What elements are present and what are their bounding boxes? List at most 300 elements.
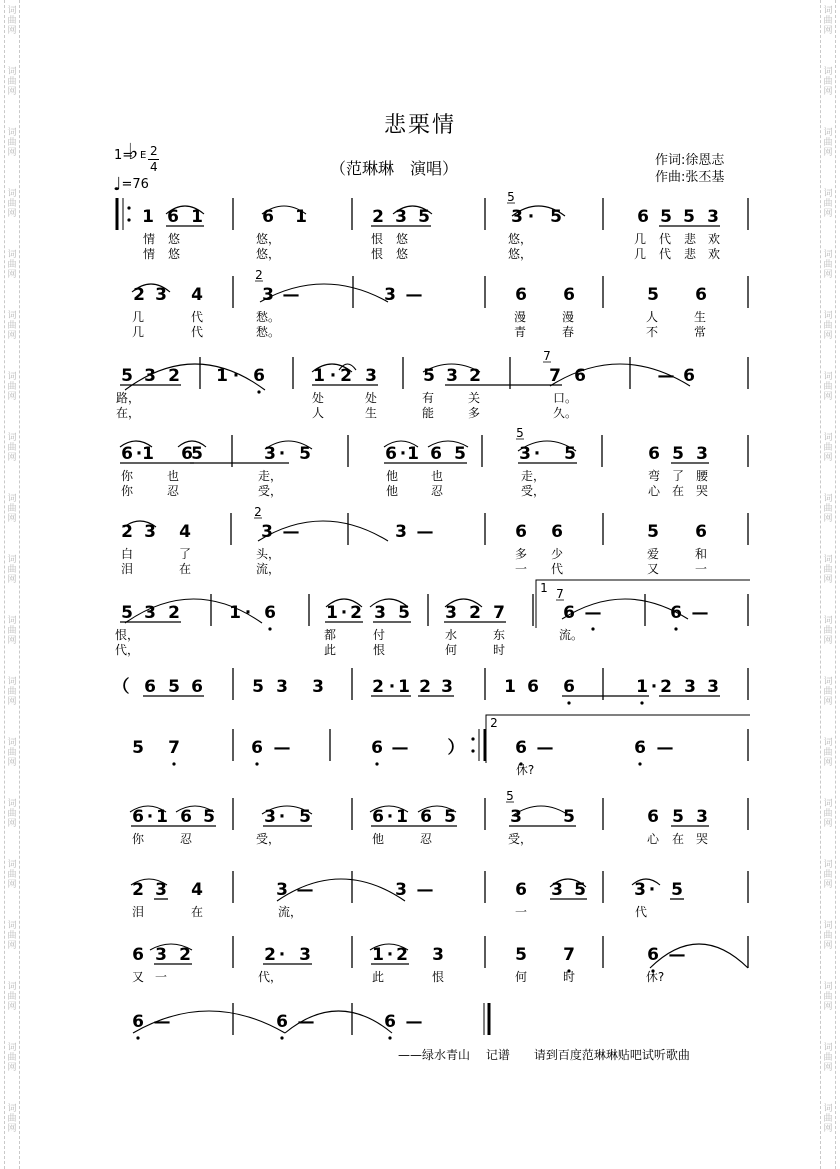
tempo-value: =76 [121, 177, 149, 192]
note: 2 [168, 366, 180, 386]
note: 6 [144, 677, 156, 697]
octave-dot [640, 701, 643, 704]
note: 6 [132, 945, 144, 965]
note: 5 [647, 285, 659, 305]
watermark: 词 曲 网 [7, 860, 17, 890]
note: 1 [504, 677, 516, 697]
octave-dot [567, 701, 570, 704]
dash: — [153, 1012, 171, 1032]
flat-sign: ♭ [128, 140, 139, 165]
lyric-verse-1: 情 [142, 232, 156, 246]
lyric-verse-1: 恨 [431, 970, 445, 984]
note: 3 [374, 603, 386, 623]
note: 6 [371, 738, 383, 758]
lyric-verse-2: 他 [385, 484, 399, 498]
note: 6 [563, 603, 575, 623]
note: 5 [299, 444, 311, 464]
note: 6 [551, 522, 563, 542]
lyric-verse-1: 休? [515, 763, 535, 777]
dash: — [657, 366, 675, 386]
lyric-verse-1: 弯 [647, 469, 661, 483]
note: 2 [340, 366, 352, 386]
dash: — [416, 880, 434, 900]
dot: · [278, 444, 286, 464]
volta-number: 1 [540, 581, 548, 595]
lyric-verse-1: 在 [190, 905, 204, 919]
lyric-verse-1: 关 [467, 391, 481, 405]
note: 3 [441, 677, 453, 697]
watermark: 词 曲 网 [823, 67, 833, 97]
lyric-verse-2: 春 [561, 325, 575, 339]
note: 6 [181, 444, 193, 464]
note: 6 [634, 738, 646, 758]
lyric-verse-2: 生 [364, 406, 378, 420]
note: 6 [276, 1012, 288, 1032]
lyric-verse-1: 哭 [695, 832, 709, 846]
note: 6 [372, 807, 384, 827]
lyric-verse-1: 代， [257, 970, 283, 984]
lyric-verse-1: 受， [507, 832, 533, 846]
watermark: 词 曲 网 [7, 677, 17, 707]
lyric-verse-1: 了 [178, 547, 192, 561]
lyric-verse-2: 在 [671, 484, 685, 498]
watermark: 词 曲 网 [823, 494, 833, 524]
lyric-verse-1: 几 [131, 310, 145, 324]
note: 3 [510, 807, 522, 827]
lyric-verse-1: 多 [514, 547, 528, 561]
lyric-verse-2: 悠， [255, 247, 281, 261]
note: 6 [384, 1012, 396, 1032]
repeat-dot [127, 206, 130, 209]
lyric-verse-1: 一 [514, 905, 528, 919]
watermark: 词 曲 网 [823, 189, 833, 219]
lyric-verse-1: 悠， [255, 232, 281, 246]
note: 6 [563, 285, 575, 305]
note: 1 [398, 677, 410, 697]
note: 3 [395, 880, 407, 900]
note: 3 [276, 677, 288, 697]
note: 3 [395, 207, 407, 227]
note: 3 [155, 880, 167, 900]
note: 3 [395, 522, 407, 542]
note: 6 [515, 880, 527, 900]
lyric-verse-2: 泪 [120, 562, 134, 576]
watermark: 词 曲 网 [823, 311, 833, 341]
dot: · [135, 444, 143, 464]
note: 3 [262, 285, 274, 305]
lyric-verse-2: 在 [178, 562, 192, 576]
grace-note: 7 [543, 349, 551, 363]
lyric-verse-1: 何 [514, 970, 528, 984]
note: 3 [264, 444, 276, 464]
note: 6 [430, 444, 442, 464]
lyric-verse-2: 久。 [552, 406, 578, 420]
dot: · [278, 945, 286, 965]
lyric-verse-1: 流， [277, 905, 303, 919]
lyric-verse-1: 又 [131, 970, 145, 984]
lyric-verse-1: 水 [444, 628, 458, 642]
lyric-verse-1: 悲 [683, 232, 697, 246]
lyric-verse-1: 处 [364, 391, 378, 405]
grace-note: 5 [516, 426, 524, 440]
lyric-verse-1: 东 [492, 628, 506, 642]
lyric-verse-1: 漫 [561, 310, 575, 324]
lyric-verse-1: 他 [385, 469, 399, 483]
lyric-verse-1: 头， [255, 547, 281, 561]
dot: · [340, 603, 348, 623]
watermark: 词 曲 网 [823, 677, 833, 707]
note: 6 [515, 285, 527, 305]
lyric-verse-2: 代 [658, 247, 672, 261]
note: 2 [660, 677, 672, 697]
lyric-verse-2: 哭 [695, 484, 709, 498]
note: 6 [121, 444, 133, 464]
octave-dot [388, 1036, 391, 1039]
note: 3 [634, 880, 646, 900]
lyric-verse-2: 几 [131, 325, 145, 339]
dash: — [282, 522, 300, 542]
note: 7 [549, 366, 561, 386]
lyric-verse-2: 人 [311, 406, 325, 420]
note: 3 [432, 945, 444, 965]
dash: — [296, 880, 314, 900]
note: 5 [515, 945, 527, 965]
lyric-verse-1: 人 [645, 310, 659, 324]
note: 3 [261, 522, 273, 542]
lyric-verse-2: 又 [646, 562, 660, 576]
note: 5 [132, 738, 144, 758]
lyric-verse-2: 何 [444, 643, 458, 657]
watermark: 词 曲 网 [823, 250, 833, 280]
grace-note: 2 [255, 268, 263, 282]
lyric-verse-1: 他 [371, 832, 385, 846]
watermark: 词 曲 网 [823, 860, 833, 890]
lyricist-credit: 作词:徐恩志 [655, 153, 725, 168]
note: 6 [695, 522, 707, 542]
octave-dot [255, 762, 258, 765]
lyric-verse-1: 此 [371, 970, 385, 984]
dot: · [399, 444, 407, 464]
note: 4 [191, 285, 203, 305]
octave-dot [674, 627, 677, 630]
note: 6 [132, 807, 144, 827]
lyric-verse-2: 悲 [683, 247, 697, 261]
note: 2 [419, 677, 431, 697]
note: 6 [264, 603, 276, 623]
lyric-verse-1: 走， [520, 469, 546, 483]
lyric-verse-1: 忍 [419, 832, 433, 846]
note: 7 [168, 738, 180, 758]
dot: · [278, 807, 286, 827]
lyric-verse-1: 受， [255, 832, 281, 846]
transcriber-footer: ——绿水青山 记谱 请到百度范琳琳贴吧试听歌曲 [398, 1048, 690, 1062]
watermark: 词 曲 网 [7, 1104, 17, 1134]
note: 2 [121, 522, 133, 542]
lyric-verse-2: 情 [142, 247, 156, 261]
note: 5 [121, 603, 133, 623]
lyric-verse-1: 流。 [558, 628, 584, 642]
slur [258, 521, 388, 541]
dot: · [329, 366, 337, 386]
note: 6 [180, 807, 192, 827]
lyric-verse-1: 代 [658, 232, 672, 246]
lyric-verse-2: 能 [421, 406, 435, 420]
repeat-dot [127, 218, 130, 221]
note: （ [112, 677, 130, 697]
note: 3 [446, 366, 458, 386]
dash: — [536, 738, 554, 758]
lyric-verse-1: 也 [166, 469, 180, 483]
dash: — [282, 285, 300, 305]
note: 1 [142, 444, 154, 464]
lyric-verse-2: 代 [190, 325, 204, 339]
slur [260, 284, 388, 302]
lyric-verse-2: 恨 [370, 247, 384, 261]
lyric-verse-2: 一 [514, 562, 528, 576]
dash: — [391, 738, 409, 758]
watermark: 词 曲 网 [823, 921, 833, 951]
note: 5 [418, 207, 430, 227]
lyric-verse-2: 心 [647, 484, 661, 498]
note: 6 [132, 1012, 144, 1032]
note: 3 [312, 677, 324, 697]
watermark: 词 曲 网 [7, 982, 17, 1012]
octave-dot [280, 1036, 283, 1039]
lyric-verse-1: 都 [323, 628, 337, 642]
note: 3 [696, 807, 708, 827]
note: 5 [444, 807, 456, 827]
note: 2 [168, 603, 180, 623]
note: 6 [527, 677, 539, 697]
octave-dot [136, 1036, 139, 1039]
note: 3 [684, 677, 696, 697]
note: 5 [683, 207, 695, 227]
watermark: 词 曲 网 [7, 6, 17, 36]
note: 2 [469, 603, 481, 623]
watermark: 词 曲 网 [7, 921, 17, 951]
slur [650, 944, 748, 968]
time-signature-bottom: 4 [150, 160, 158, 174]
lyric-verse-1: 悠 [167, 232, 181, 246]
lyric-verse-1: 了 [671, 469, 685, 483]
grace-note: 5 [506, 789, 514, 803]
watermark: 词 曲 网 [7, 372, 17, 402]
note: 5 [672, 807, 684, 827]
note: 5 [168, 677, 180, 697]
note: 2 [179, 945, 191, 965]
dash: — [584, 603, 602, 623]
lyric-verse-1: 爱 [646, 547, 660, 561]
dash: — [656, 738, 674, 758]
note: 6 [648, 444, 660, 464]
lyric-verse-2: 此 [323, 643, 337, 657]
grace-note: 2 [254, 505, 262, 519]
note: 7 [493, 603, 505, 623]
lyric-verse-2: 不 [645, 325, 659, 339]
note: 6 [385, 444, 397, 464]
note: 1 [326, 603, 338, 623]
lyric-verse-2: 受， [257, 484, 283, 498]
lyric-verse-1: 白 [120, 547, 134, 561]
dot: · [146, 807, 154, 827]
lyric-verse-1: 腰 [695, 469, 709, 483]
octave-dot [591, 627, 594, 630]
dash: — [416, 522, 434, 542]
watermark: 词 曲 网 [823, 1104, 833, 1134]
note: 1 [313, 366, 325, 386]
watermark: 词 曲 网 [7, 616, 17, 646]
note: 3 [144, 366, 156, 386]
lyric-verse-1: 代 [634, 905, 648, 919]
note: 6 [191, 677, 203, 697]
note: 6 [251, 738, 263, 758]
note: 1 [216, 366, 228, 386]
lyric-verse-1: 路， [115, 391, 141, 405]
note: 5 [660, 207, 672, 227]
lyric-verse-1: 愁。 [255, 310, 281, 324]
watermark: 词 曲 网 [823, 738, 833, 768]
note: 6 [574, 366, 586, 386]
note: 5 [671, 880, 683, 900]
note: 6 [563, 677, 575, 697]
dot: · [533, 444, 541, 464]
note: 3 [144, 603, 156, 623]
lyric-verse-2: 愁。 [255, 325, 281, 339]
lyric-verse-1: 走， [257, 469, 283, 483]
dash: — [668, 945, 686, 965]
lyric-verse-2: 欢 [707, 247, 721, 261]
note: 6 [637, 207, 649, 227]
lyric-verse-1: 时 [562, 970, 576, 984]
note: 3 [384, 285, 396, 305]
watermark: 词 曲 网 [7, 128, 17, 158]
note: 3 [155, 945, 167, 965]
lyric-verse-2: 受， [520, 484, 546, 498]
dot: · [244, 603, 252, 623]
lyric-verse-2: 时 [492, 643, 506, 657]
lyric-verse-1: 和 [694, 547, 708, 561]
note: 3 [707, 677, 719, 697]
lyric-verse-1: 忍 [179, 832, 193, 846]
note: 3 [299, 945, 311, 965]
lyric-verse-1: 少 [550, 547, 564, 561]
lyric-verse-1: 休? [645, 970, 665, 984]
lyric-verse-1: 在 [671, 832, 685, 846]
note: 5 [563, 807, 575, 827]
note: 3 [445, 603, 457, 623]
octave-dot [375, 762, 378, 765]
lyric-verse-1: 泪 [131, 905, 145, 919]
note: 1 [229, 603, 241, 623]
watermark: 词 曲 网 [823, 555, 833, 585]
dash: — [297, 1012, 315, 1032]
lyric-verse-2: 青 [513, 325, 527, 339]
note: 2 [372, 207, 384, 227]
watermark: 词 曲 网 [823, 616, 833, 646]
key-prefix: 1= [114, 148, 134, 163]
note: 2 [396, 945, 408, 965]
note: 2 [372, 677, 384, 697]
lyric-verse-1: 恨 [370, 232, 384, 246]
grace-note: 5 [507, 190, 515, 204]
note: 2 [132, 880, 144, 900]
lyric-verse-2: 几 [633, 247, 647, 261]
dot: · [648, 880, 656, 900]
time-signature-top: 2 [150, 144, 158, 158]
volta-number: 2 [490, 716, 498, 730]
note: 5 [647, 522, 659, 542]
watermark: 词 曲 网 [823, 982, 833, 1012]
lyric-verse-2: 恨 [372, 643, 386, 657]
note: 6 [670, 603, 682, 623]
note: 5 [252, 677, 264, 697]
note: 5 [121, 366, 133, 386]
note: 6 [647, 807, 659, 827]
note: 7 [563, 945, 575, 965]
lyric-verse-1: 付 [372, 628, 386, 642]
note: 3 [511, 207, 523, 227]
note: 2 [133, 285, 145, 305]
note: 6 [253, 366, 265, 386]
note: 3 [365, 366, 377, 386]
lyric-verse-2: 代， [114, 643, 140, 657]
octave-dot [257, 390, 260, 393]
note: 5 [423, 366, 435, 386]
lyric-verse-1: 心 [646, 832, 660, 846]
note: 5 [574, 880, 586, 900]
dash: — [405, 285, 423, 305]
lyric-verse-1: 口。 [552, 391, 578, 405]
note: 6 [420, 807, 432, 827]
watermark: 词 曲 网 [7, 799, 17, 829]
note: 3 [551, 880, 563, 900]
note: 6 [695, 285, 707, 305]
lyric-verse-2: 悠 [395, 247, 409, 261]
note: 3 [696, 444, 708, 464]
note: 6 [167, 207, 179, 227]
lyric-verse-1: 你 [120, 469, 134, 483]
composer-credit: 作曲:张丕基 [655, 170, 725, 185]
repeat-dot [471, 749, 474, 752]
note: 1 [396, 807, 408, 827]
octave-dot [268, 627, 271, 630]
lyric-verse-2: 流， [255, 562, 281, 576]
watermark: 词 曲 网 [7, 250, 17, 280]
watermark: 词 曲 网 [823, 6, 833, 36]
dot: · [232, 366, 240, 386]
watermark: 词 曲 网 [823, 799, 833, 829]
lyric-verse-1: 也 [430, 469, 444, 483]
watermark: 词 曲 网 [7, 189, 17, 219]
note: 5 [454, 444, 466, 464]
dot: · [386, 945, 394, 965]
lyric-verse-1: 几 [633, 232, 647, 246]
repeat-dot [471, 737, 474, 740]
octave-dot [638, 762, 641, 765]
note: 6 [647, 945, 659, 965]
note: 3 [155, 285, 167, 305]
note: 5 [550, 207, 562, 227]
note: 4 [191, 880, 203, 900]
performer-subtitle: （范琳琳 演唱） [330, 159, 459, 178]
key-letter: E [140, 150, 147, 161]
note: 5 [564, 444, 576, 464]
note: 5 [191, 444, 203, 464]
lyric-verse-2: 忍 [166, 484, 180, 498]
note: ） [447, 738, 465, 758]
lyric-verse-1: 一 [154, 970, 168, 984]
lyric-verse-1: 恨， [114, 628, 140, 642]
